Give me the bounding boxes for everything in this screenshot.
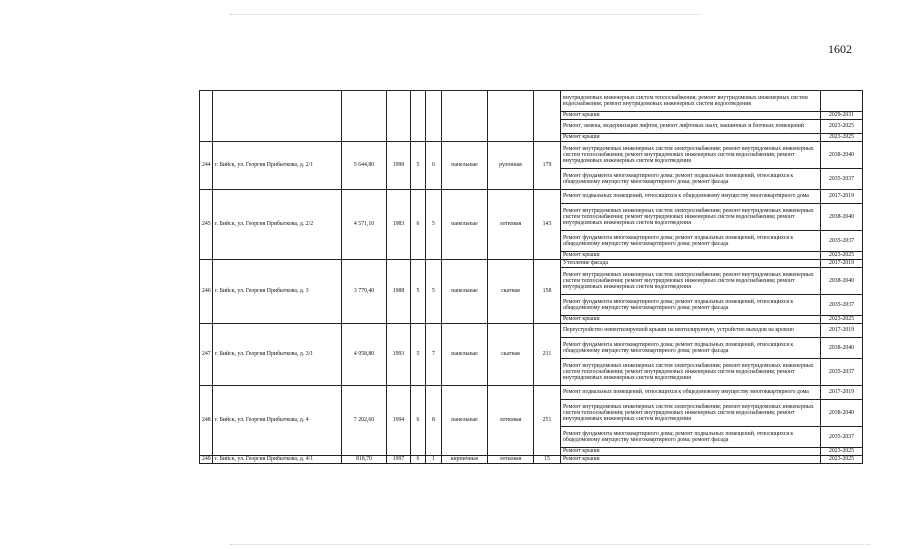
period-cell: 2035-2037 [821, 295, 863, 316]
period-cell: 2023-2025 [821, 120, 863, 134]
continuation-cell [426, 91, 442, 142]
work-cell: Ремонт фундамента многоквартирного дома; ремонт подвальных помещений, относящихся к общедомовому имуществу многоквартирного дома; ремонт фасада [561, 338, 821, 359]
address-cell: г. Бийск, ул. Георгия Прибыткова, д. 2/2 [213, 190, 342, 260]
wall-material-cell: панельные [442, 260, 488, 324]
work-cell: Ремонт крыши [561, 456, 821, 464]
period-cell: 2029-2031 [821, 112, 863, 120]
continuation-cell [342, 91, 387, 142]
scan-edge-bottom [230, 544, 870, 545]
period-cell: 2035-2037 [821, 169, 863, 190]
work-cell: Ремонт фундамента многоквартирного дома; ремонт подвальных помещений, относящихся к общедомовому имуществу многоквартирного дома; ремонт фасада [561, 427, 821, 448]
area-cell: 818,70 [342, 456, 387, 464]
work-cell: Утепление фасада [561, 260, 821, 268]
continuation-cell [442, 91, 488, 142]
page-number: 1602 [828, 42, 852, 56]
work-cell: Ремонт фундамента многоквартирного дома; ремонт подвальных помещений, относящихся к общедомовому имуществу многоквартирного дома; ремонт фасада [561, 295, 821, 316]
period-cell: 2017-2019 [821, 190, 863, 204]
period-cell: 2038-2040 [821, 268, 863, 295]
roof-type-cell: лотковая [488, 456, 534, 464]
year-built-cell: 1983 [387, 190, 411, 260]
continuation-cell [488, 91, 534, 142]
entrances-cell: 5 [426, 190, 442, 260]
table-row [200, 142, 863, 169]
address-cell: г. Бийск, ул. Георгия Прибыткова, д. 2/1 [213, 142, 342, 190]
residents-cell: 158 [534, 260, 561, 324]
period-cell [821, 91, 863, 112]
year-built-cell: 1993 [387, 324, 411, 386]
continuation-cell [387, 91, 411, 142]
period-cell: 2023-2025 [821, 316, 863, 324]
period-cell: 2038-2040 [821, 338, 863, 359]
year-built-cell: 1990 [387, 142, 411, 190]
wall-material-cell: панельные [442, 324, 488, 386]
work-cell: Ремонт внутридомовых инженерных систем электроснабжения; ремонт внутридомовых инженерных систем теплоснабжения; ремонт внутридомовых инженерных систем водоснабжения; ремонт внутридомовых инженерных систем водоотведения [561, 204, 821, 231]
residents-cell: 15 [534, 456, 561, 464]
table-row [200, 456, 863, 464]
roof-type-cell: скатная [488, 260, 534, 324]
work-cell: Ремонт подвальных помещений, относящихся к общедомовому имуществу многоквартирного дома [561, 386, 821, 400]
work-cell: Ремонт крыши [561, 316, 821, 324]
period-cell: 2017-2019 [821, 324, 863, 338]
work-cell: Ремонт внутридомовых инженерных систем электроснабжения; ремонт внутридомовых инженерных систем теплоснабжения; ремонт внутридомовых инженерных систем водоснабжения; ремонт внутридомовых инженерных систем водоотведения [561, 142, 821, 169]
period-cell: 2038-2040 [821, 204, 863, 231]
year-built-cell: 1997 [387, 456, 411, 464]
address-cell: г. Бийск, ул. Георгия Прибыткова, д. 3/1 [213, 324, 342, 386]
period-cell: 2035-2037 [821, 427, 863, 448]
residents-cell: 211 [534, 324, 561, 386]
period-cell: 2017-2019 [821, 260, 863, 268]
residents-cell: 251 [534, 386, 561, 456]
floors-cell: 5 [411, 324, 426, 386]
table-row [200, 190, 863, 204]
wall-material-cell: кирпичные [442, 456, 488, 464]
area-cell: 4 958,80 [342, 324, 387, 386]
area-cell: 4 571,10 [342, 190, 387, 260]
period-cell: 2035-2037 [821, 231, 863, 252]
continuation-cell [534, 91, 561, 142]
roof-type-cell: скатная [488, 324, 534, 386]
scan-edge-top [230, 14, 700, 15]
wall-material-cell: панельные [442, 190, 488, 260]
wall-material-cell: панельные [442, 142, 488, 190]
work-cell: Ремонт подвальных помещений, относящихся к общедомовому имуществу многоквартирного дома [561, 190, 821, 204]
address-cell: г. Бийск, ул. Георгия Прибыткова, д. 3 [213, 260, 342, 324]
area-cell: 3 770,40 [342, 260, 387, 324]
period-cell: 2038-2040 [821, 142, 863, 169]
continuation-cell [213, 91, 342, 142]
area-cell: 7 202,60 [342, 386, 387, 456]
work-cell: Ремонт, замена, модернизация лифтов, ремонт лифтовых шахт, машинных и блочных помещений [561, 120, 821, 134]
area-cell: 5 644,80 [342, 142, 387, 190]
table-row [200, 386, 863, 400]
address-cell: г. Бийск, ул. Георгия Прибыткова, д. 4 [213, 386, 342, 456]
row-number-cell: 249 [200, 456, 213, 464]
residents-cell: 143 [534, 190, 561, 260]
work-cell: Ремонт крыши [561, 448, 821, 456]
year-built-cell: 1994 [387, 386, 411, 456]
row-number-cell: 247 [200, 324, 213, 386]
period-cell: 2023-2025 [821, 252, 863, 260]
entrances-cell: 8 [426, 386, 442, 456]
year-built-cell: 1988 [387, 260, 411, 324]
period-cell: 2023-2025 [821, 134, 863, 142]
address-cell: г. Бийск, ул. Георгия Прибыткова, д. 4/1 [213, 456, 342, 464]
floors-cell: 5 [411, 260, 426, 324]
floors-cell: 6 [411, 190, 426, 260]
work-cell: Переустройство невентилируемой крыши на вентилируемую, устройство выходов на кровлю [561, 324, 821, 338]
work-cell: внутридомовых инженерных систем теплоснабжения; ремонт внутридомовых инженерных систем водоснабжения; ремонт внутридомовых инженерных систем водоотведения [561, 91, 821, 112]
roof-type-cell: лотковая [488, 190, 534, 260]
work-cell: Ремонт внутридомовых инженерных систем электроснабжения; ремонт внутридомовых инженерных систем теплоснабжения; ремонт внутридомовых инженерных систем водоснабжения; ремонт внутридомовых инженерных систем водоотведения [561, 268, 821, 295]
work-cell: Ремонт фундамента многоквартирного дома; ремонт подвальных помещений, относящихся к общедомовому имуществу многоквартирного дома; ремонт фасада [561, 231, 821, 252]
work-cell: Ремонт крыши [561, 134, 821, 142]
table-row [200, 91, 863, 112]
capital-repair-table [199, 90, 863, 464]
floors-cell: 6 [411, 386, 426, 456]
wall-material-cell: панельные [442, 386, 488, 456]
period-cell: 2023-2025 [821, 456, 863, 464]
period-cell: 2023-2025 [821, 448, 863, 456]
period-cell: 2035-2037 [821, 359, 863, 386]
row-number-cell: 246 [200, 260, 213, 324]
period-cell: 2038-2040 [821, 400, 863, 427]
work-cell: Ремонт внутридомовых инженерных систем электроснабжения; ремонт внутридомовых инженерных систем теплоснабжения; ремонт внутридомовых инженерных систем водоснабжения; ремонт внутридомовых инженерных систем водоотведения [561, 400, 821, 427]
roof-type-cell: рулонная [488, 142, 534, 190]
period-cell: 2017-2019 [821, 386, 863, 400]
work-cell: Ремонт крыши [561, 112, 821, 120]
entrances-cell: 6 [426, 142, 442, 190]
floors-cell: 6 [411, 456, 426, 464]
row-number-cell: 245 [200, 190, 213, 260]
work-cell: Ремонт крыши [561, 252, 821, 260]
floors-cell: 5 [411, 142, 426, 190]
work-cell: Ремонт фундамента многоквартирного дома; ремонт подвальных помещений, относящихся к общедомовому имуществу многоквартирного дома; ремонт фасада [561, 169, 821, 190]
continuation-cell [200, 91, 213, 142]
continuation-cell [411, 91, 426, 142]
residents-cell: 179 [534, 142, 561, 190]
work-cell: Ремонт внутридомовых инженерных систем электроснабжения; ремонт внутридомовых инженерных систем теплоснабжения; ремонт внутридомовых инженерных систем водоснабжения; ремонт внутридомовых инженерных систем водоотведения [561, 359, 821, 386]
entrances-cell: 1 [426, 456, 442, 464]
table-row [200, 324, 863, 338]
roof-type-cell: лотковая [488, 386, 534, 456]
entrances-cell: 7 [426, 324, 442, 386]
table-row [200, 260, 863, 268]
row-number-cell: 244 [200, 142, 213, 190]
entrances-cell: 5 [426, 260, 442, 324]
row-number-cell: 248 [200, 386, 213, 456]
